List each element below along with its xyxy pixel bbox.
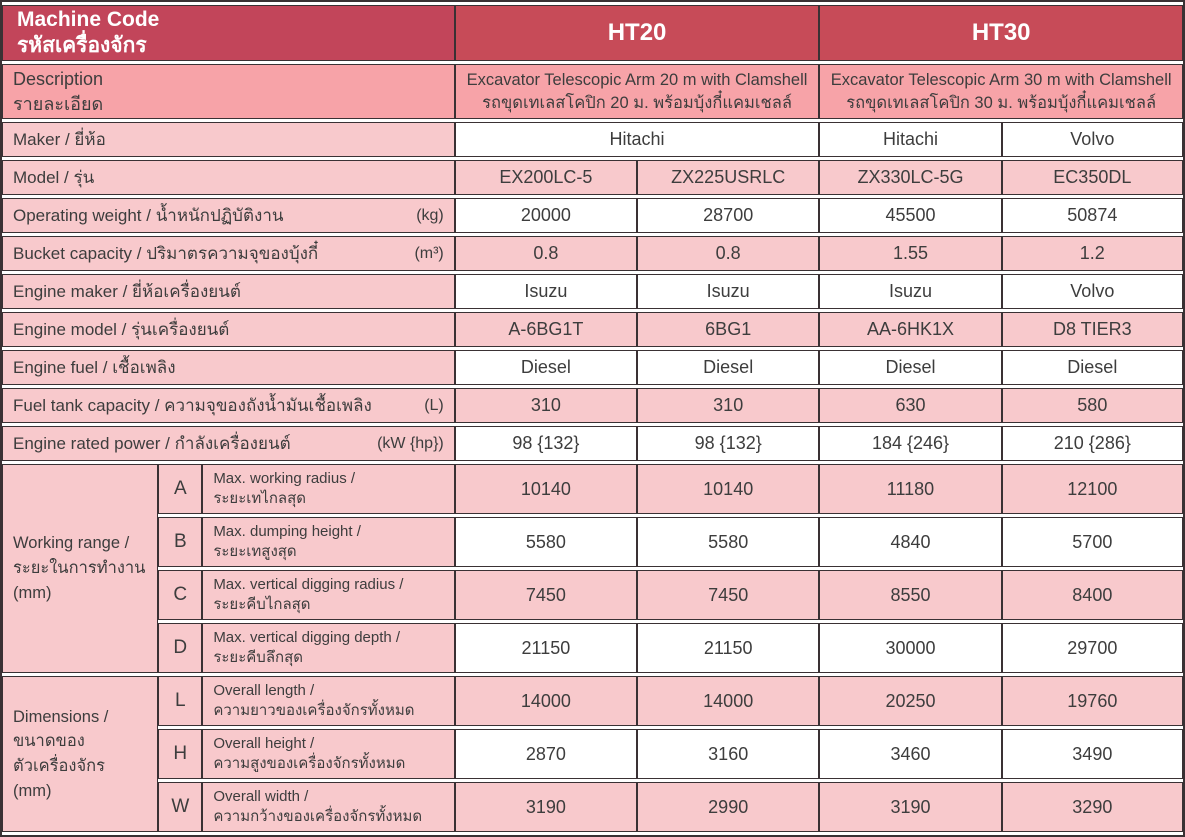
value-cell: 14000 [637,676,819,726]
value-cell: 210 {286} [1002,426,1183,461]
value-cell: 3160 [637,729,819,779]
value-cell: 0.8 [637,236,819,271]
value-cell: 20250 [819,676,1001,726]
value-cell: 184 {246} [819,426,1001,461]
description-label [2,64,455,119]
sub-label: Overall height / ความสูงของเครื่องจักรทั้งหมด [202,729,454,779]
value-cell: 28700 [637,198,819,233]
value-cell: 7450 [455,570,637,620]
working-range-group-label: Working range / ระยะในการทำงาน (mm) [2,464,158,673]
sub-label: Max. vertical digging depth / ระยะคีบลึกสุด [202,623,454,673]
description-row [2,64,1183,119]
value-cell: 0.8 [455,236,637,271]
maker-row [2,122,1183,157]
value-cell: 45500 [819,198,1001,233]
value-cell: 4840 [819,517,1001,567]
value-cell: Volvo [1002,122,1183,157]
value-cell: 7450 [637,570,819,620]
value-cell: EC350DL [1002,160,1183,195]
value-cell: Diesel [1002,350,1183,385]
value-cell: 6BG1 [637,312,819,347]
value-cell: Diesel [637,350,819,385]
bucket-capacity-row [2,236,1183,271]
value-cell: Hitachi [455,122,820,157]
working-range-row-b [2,517,1183,567]
value-cell: Volvo [1002,274,1183,309]
description-ht20-en: Excavator Telescopic Arm 20 m with Clamshell [466,71,808,90]
value-cell: 1.2 [1002,236,1183,271]
description-ht30 [819,64,1183,119]
sub-label: Overall width / ความกว้างของเครื่องจักรทั้งหมด [202,782,454,832]
dimensions-row-w [2,782,1183,832]
value-cell: 98 {132} [637,426,819,461]
value-cell: 310 [455,388,637,423]
column-header-ht30: HT30 [819,5,1183,61]
value-cell: 5580 [455,517,637,567]
value-cell: 3190 [819,782,1001,832]
column-header-ht20: HT20 [455,5,820,61]
row-label-rated-power: Engine rated power / กำลังเครื่องยนต์ (kW {hp}) [2,426,455,461]
row-label-fuel-tank: Fuel tank capacity / ความจุของถังน้ำมันเชื้อเพลิง (L) [2,388,455,423]
description-ht30-th: รถขุดเทเลสโคปิก 30 ม. พร้อมบุ้งกี๋แคมเชลล์ [846,93,1157,112]
row-label-operating-weight: Operating weight / น้ำหนักปฏิบัติงาน (kg) [2,198,455,233]
value-cell: 8400 [1002,570,1183,620]
value-cell: 8550 [819,570,1001,620]
value-cell: ZX225USRLC [637,160,819,195]
rated-power-row [2,426,1183,461]
row-label-engine-fuel: Engine fuel / เชื้อเพลิง [2,350,455,385]
row-label-engine-maker: Engine maker / ยี่ห้อเครื่องยนต์ [2,274,455,309]
value-cell: D8 TIER3 [1002,312,1183,347]
value-cell: 12100 [1002,464,1183,514]
engine-model-row [2,312,1183,347]
sub-label: Max. vertical digging radius / ระยะคีบไกลสุด [202,570,454,620]
value-cell: 50874 [1002,198,1183,233]
letter-cell: W [158,782,202,832]
letter-cell: B [158,517,202,567]
model-row [2,160,1183,195]
value-cell: 10140 [637,464,819,514]
dimensions-row-l [2,676,1183,726]
working-range-row-c [2,570,1183,620]
engine-fuel-row [2,350,1183,385]
working-range-row-a [2,464,1183,514]
value-cell: Isuzu [455,274,637,309]
value-cell: 310 [637,388,819,423]
description-en: Description [13,69,104,90]
header-row [2,5,1183,61]
value-cell: 10140 [455,464,637,514]
letter-cell: H [158,729,202,779]
value-cell: 2990 [637,782,819,832]
row-label-engine-model: Engine model / รุ่นเครื่องยนต์ [2,312,455,347]
fuel-tank-row [2,388,1183,423]
value-cell: 19760 [1002,676,1183,726]
value-cell: 580 [1002,388,1183,423]
letter-cell: L [158,676,202,726]
value-cell: Hitachi [819,122,1001,157]
value-cell: 3290 [1002,782,1183,832]
value-cell: 3490 [1002,729,1183,779]
sub-label: Max. dumping height / ระยะเทสูงสุด [202,517,454,567]
value-cell: Isuzu [819,274,1001,309]
value-cell: 20000 [455,198,637,233]
maker-label: Maker / ยี่ห้อ [13,130,106,149]
row-label-maker [2,122,455,157]
machine-code-header [2,5,455,61]
value-cell: 630 [819,388,1001,423]
value-cell: 2870 [455,729,637,779]
value-cell: 3460 [819,729,1001,779]
sub-label: Max. working radius / ระยะเทไกลสุด [202,464,454,514]
value-cell: AA-6HK1X [819,312,1001,347]
working-range-row-d [2,623,1183,673]
value-cell: Isuzu [637,274,819,309]
value-cell: EX200LC-5 [455,160,637,195]
description-ht20-th: รถขุดเทเลสโคปิก 20 ม. พร้อมบุ้งกี๋แคมเชลล์ [482,93,792,112]
value-cell: 14000 [455,676,637,726]
value-cell: 1.55 [819,236,1001,271]
value-cell: 3190 [455,782,637,832]
value-cell: 5700 [1002,517,1183,567]
machine-code-en: Machine Code [17,7,160,31]
value-cell: 30000 [819,623,1001,673]
letter-cell: D [158,623,202,673]
letter-cell: C [158,570,202,620]
sub-label: Overall length / ความยาวของเครื่องจักรทั้งหมด [202,676,454,726]
value-cell: 21150 [455,623,637,673]
description-th: รายละเอียด [13,93,104,114]
value-cell: 29700 [1002,623,1183,673]
dimensions-group-label: Dimensions / ขนาดของ ตัวเครื่องจักร (mm) [2,676,158,832]
description-ht30-en: Excavator Telescopic Arm 30 m with Clamshell [830,71,1172,90]
value-cell: 5580 [637,517,819,567]
value-cell: 98 {132} [455,426,637,461]
value-cell: 11180 [819,464,1001,514]
row-label-model: Model / รุ่น [2,160,455,195]
value-cell: 21150 [637,623,819,673]
dimensions-row-h [2,729,1183,779]
engine-maker-row [2,274,1183,309]
value-cell: Diesel [819,350,1001,385]
value-cell: Diesel [455,350,637,385]
row-label-bucket-capacity: Bucket capacity / ปริมาตรความจุของบุ้งกี๋ (m³) [2,236,455,271]
value-cell: ZX330LC-5G [819,160,1001,195]
letter-cell: A [158,464,202,514]
machine-code-th: รหัสเครื่องจักร [17,34,147,57]
description-ht20 [455,64,820,119]
operating-weight-row [2,198,1183,233]
value-cell: A-6BG1T [455,312,637,347]
